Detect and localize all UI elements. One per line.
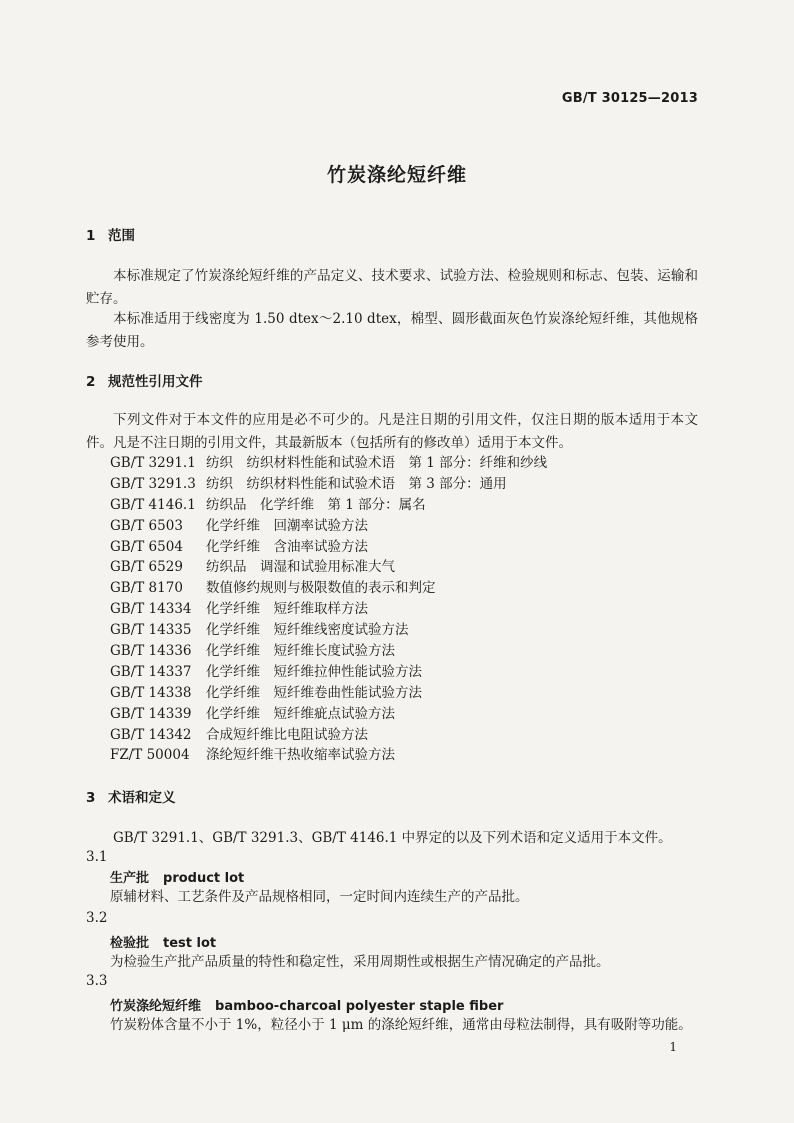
reference-item (110, 704, 547, 725)
term-number: 3.1 (86, 849, 108, 865)
term-definition: 原辅材料、工艺条件及产品规格相同，一定时间内连续生产的产品批。 (110, 889, 529, 905)
reference-title: 化学纤维 短纤维疵点试验方法 (206, 705, 395, 722)
section-title: 术语和定义 (108, 790, 176, 806)
page-number: 1 (669, 1040, 677, 1054)
reference-title: 化学纤维 短纤维线密度试验方法 (206, 622, 409, 639)
section-2-intro: 下列文件对于本文件的应用是必不可少的。凡是注日期的引用文件，仅注日期的版本适用于本文件。凡是不注日期的引用文件，其最新版本（包括所有的修改单）适用于本文件。 (86, 412, 698, 451)
reference-item (110, 453, 547, 474)
reference-item (110, 745, 547, 766)
section-number: 2 (86, 374, 96, 390)
reference-item (110, 474, 547, 495)
term-definition: 竹炭粉体含量不小于 1%，粒径小于 1 μm 的涤纶短纤维，通常由母粒法制得，具有吸附等功能。 (110, 1017, 692, 1033)
term-cn: 竹炭涤纶短纤维 (110, 999, 202, 1014)
section-3-heading (86, 786, 176, 806)
term-number: 3.3 (86, 973, 108, 989)
reference-code: GB/T 3291.1 (110, 455, 196, 471)
term-heading (110, 995, 503, 1014)
reference-item (110, 599, 547, 620)
section-3-intro: GB/T 3291.1、GB/T 3291.3、GB/T 4146.1 中界定的以及下列术语和定义适用于本文件。 (113, 830, 672, 846)
reference-title: 数值修约规则与极限数值的表示和判定 (206, 580, 436, 597)
reference-item (110, 725, 547, 746)
section-2-heading (86, 370, 203, 390)
reference-title: 化学纤维 回潮率试验方法 (206, 517, 368, 534)
term-heading (110, 932, 216, 951)
reference-item (110, 662, 547, 683)
reference-code: GB/T 14335 (110, 622, 192, 639)
reference-title: 合成短纤维比电阻试验方法 (206, 726, 368, 743)
reference-item (110, 495, 547, 516)
reference-code: GB/T 14338 (110, 684, 192, 701)
term-en: product lot (163, 871, 245, 886)
section-1-paragraph-2: 本标准适用于线密度为 1.50 dtex～2.10 dtex，棉型、圆形截面灰色竹炭涤纶短纤维，其他规格参考使用。 (86, 311, 698, 350)
reference-title: 化学纤维 含油率试验方法 (206, 538, 368, 555)
section-1-paragraph-1: 本标准规定了竹炭涤纶短纤维的产品定义、技术要求、试验方法、检验规则和标志、包装、运输和贮存。 (86, 268, 698, 307)
term-heading (110, 867, 244, 886)
reference-title: 化学纤维 短纤维卷曲性能试验方法 (206, 684, 422, 701)
reference-code: GB/T 6529 (110, 559, 183, 576)
section-number: 1 (86, 228, 96, 244)
reference-item (110, 516, 547, 537)
reference-code: GB/T 6503 (110, 517, 183, 534)
reference-title: 纺织 纺织材料性能和试验术语 第 3 部分：通用 (206, 475, 507, 492)
section-title: 规范性引用文件 (108, 374, 203, 390)
reference-code: GB/T 14339 (110, 705, 192, 722)
term-cn: 检验批 (110, 936, 150, 951)
reference-code: GB/T 14342 (110, 726, 192, 743)
document-title: 竹炭涤纶短纤维 (326, 164, 467, 186)
reference-item (110, 578, 547, 599)
reference-code: GB/T 14337 (110, 663, 192, 680)
reference-code: GB/T 8170 (110, 580, 183, 597)
section-1-heading (86, 224, 135, 244)
reference-item (110, 557, 547, 578)
reference-code: GB/T 4146.1 (110, 496, 196, 513)
normative-reference-list (110, 453, 547, 766)
reference-title: 纺织 纺织材料性能和试验术语 第 1 部分：纤维和纱线 (206, 455, 548, 471)
reference-item (110, 537, 547, 558)
reference-title: 化学纤维 短纤维取样方法 (206, 601, 368, 618)
reference-title: 化学纤维 短纤维长度试验方法 (206, 643, 395, 660)
term-number: 3.2 (86, 910, 108, 926)
reference-title: 纺织品 调湿和试验用标准大气 (206, 559, 395, 576)
term-definition: 为检验生产批产品质量的特性和稳定性，采用周期性或根据生产情况确定的产品批。 (110, 954, 610, 970)
reference-title: 化学纤维 短纤维拉伸性能试验方法 (206, 663, 422, 680)
reference-title: 涤纶短纤维干热收缩率试验方法 (206, 747, 395, 764)
term-en: test lot (163, 936, 217, 951)
reference-code: GB/T 14334 (110, 601, 192, 618)
reference-code: GB/T 14336 (110, 643, 192, 660)
reference-code: GB/T 3291.3 (110, 475, 196, 492)
reference-item (110, 683, 547, 704)
reference-item (110, 620, 547, 641)
reference-code: GB/T 6504 (110, 538, 183, 555)
term-en: bamboo-charcoal polyester staple fiber (215, 999, 504, 1014)
reference-title: 纺织品 化学纤维 第 1 部分：属名 (206, 496, 426, 513)
reference-item (110, 641, 547, 662)
section-title: 范围 (108, 228, 135, 244)
reference-code: FZ/T 50004 (110, 747, 190, 764)
section-number: 3 (86, 790, 96, 806)
term-cn: 生产批 (110, 871, 150, 886)
standard-code: GB/T 30125—2013 (561, 91, 698, 106)
